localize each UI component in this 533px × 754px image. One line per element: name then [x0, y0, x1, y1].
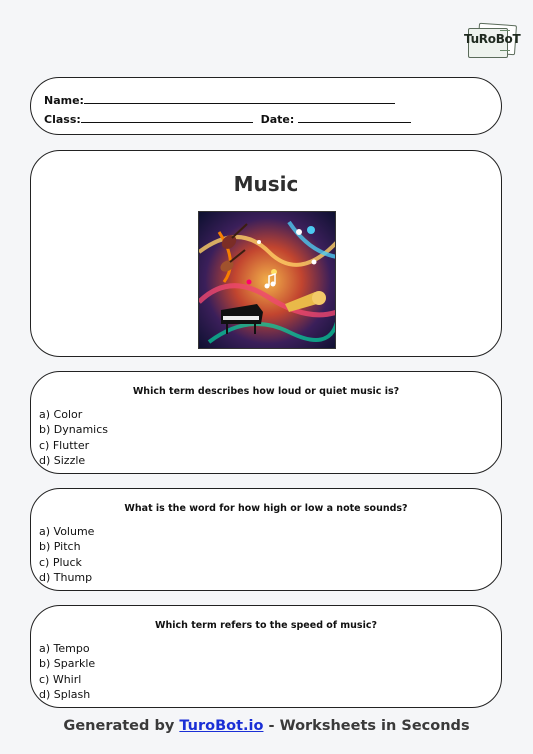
date-label: Date:	[260, 113, 295, 126]
question-text: Which term describes how loud or quiet music is?	[132, 386, 400, 397]
answer-options	[39, 641, 95, 702]
option-d[interactable]: d) Splash	[39, 687, 91, 701]
worksheet-title: Music	[233, 172, 299, 196]
question-box	[30, 605, 502, 708]
option-c[interactable]: c) Flutter	[39, 438, 90, 452]
option-c[interactable]: c) Pluck	[39, 555, 82, 569]
name-label: Name:	[44, 94, 84, 107]
answer-options	[39, 524, 94, 585]
class-label: Class:	[44, 113, 81, 126]
option-a[interactable]: a) Color	[39, 408, 83, 421]
turobot-link[interactable]: TuroBot.io	[179, 718, 264, 734]
question-box	[30, 488, 502, 591]
option-c[interactable]: c) Whirl	[39, 672, 82, 686]
option-b[interactable]: b) Pitch	[39, 540, 81, 554]
option-a[interactable]: a) Volume	[39, 525, 95, 538]
logo-line	[500, 30, 510, 31]
question-text: Which term refers to the speed of music?	[155, 620, 377, 631]
question-box	[30, 371, 502, 474]
option-a[interactable]: a) Tempo	[39, 642, 90, 655]
logo-line	[500, 50, 510, 51]
footer-suffix: - Worksheets in Seconds	[268, 718, 470, 734]
option-b[interactable]: b) Sparkle	[39, 657, 96, 671]
class-field[interactable]	[81, 113, 253, 123]
turobot-logo	[464, 22, 521, 60]
name-row	[44, 94, 395, 107]
option-b[interactable]: b) Dynamics	[39, 423, 109, 437]
title-box	[30, 150, 502, 357]
music-illustration	[198, 211, 336, 349]
footer-prefix: Generated by	[63, 718, 175, 734]
answer-options	[39, 407, 108, 468]
logo-text: TuRoBoT	[464, 32, 521, 46]
option-d[interactable]: d) Thump	[39, 570, 93, 584]
date-field[interactable]	[298, 113, 411, 123]
footer	[0, 718, 533, 734]
student-info-box	[30, 77, 502, 135]
name-field[interactable]	[84, 94, 395, 104]
class-date-row	[44, 113, 411, 126]
question-text: What is the word for how high or low a note sounds?	[124, 503, 408, 514]
option-d[interactable]: d) Sizzle	[39, 453, 86, 467]
